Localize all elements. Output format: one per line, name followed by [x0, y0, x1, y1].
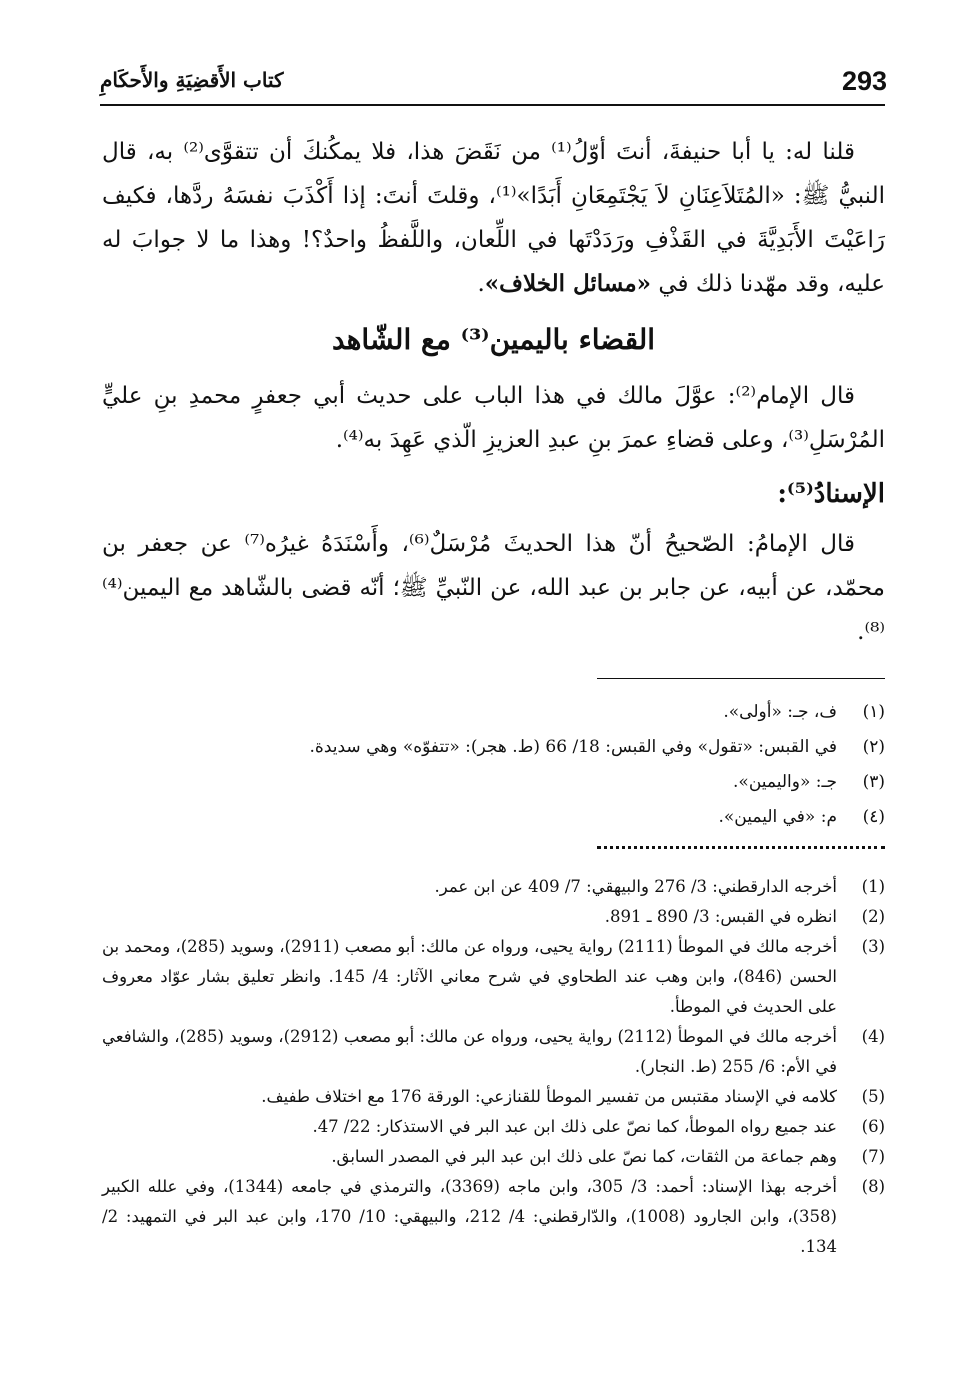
header-rule [100, 104, 885, 106]
source-notes [102, 872, 885, 1262]
page-number: 293 [842, 66, 888, 96]
note-text: عند جميع رواه الموطأ، كما نصّ على ذلك ابن عبد البر في الاستذكار: 22/ 47. [312, 1117, 837, 1136]
note-number: (8) [861, 1177, 885, 1196]
note-number: (6) [861, 1117, 885, 1136]
note-text: وهم جماعة من الثقات، كما نصّ على ذلك ابن عبد البر في المصدر السابق. [331, 1147, 837, 1166]
note-number: (٤) [862, 807, 885, 827]
main-text [102, 130, 885, 654]
variant-note [180, 800, 885, 835]
paragraph-1-end: . [477, 271, 485, 297]
variant-note [180, 730, 885, 765]
source-note [102, 932, 885, 1022]
variant-note [180, 695, 885, 730]
note-number: (٣) [862, 772, 885, 792]
note-text: أخرجه بهذا الإسناد: أحمد: 3/ 305، وابن ماجه (3369)، والترمذي في جامعه (1344)، وفي علله الكبير (358)، وابن الجارود (1008)، والدّارقطني: 4/ 212، والبيهقي: 10/ 170، وابن عبد البر في التمهيد: 2/ 134. [102, 1177, 837, 1256]
footnote-rule [597, 678, 885, 679]
note-number: (5) [861, 1087, 885, 1106]
source-note [102, 1172, 885, 1262]
note-text: م: «في اليمين». [718, 807, 837, 827]
source-note [102, 872, 885, 902]
subheading-isnad: الإسنادُ⁽⁵⁾: [777, 479, 885, 509]
note-number: (2) [861, 907, 885, 926]
section-heading: القضاء باليمين⁽³⁾ مع الشّاهد [331, 323, 656, 356]
note-text: أخرجه الدارقطني: 3/ 276 والبيهقي: 7/ 409 عن ابن عمر. [434, 877, 837, 896]
book-reference: «مسائل الخلاف» [484, 270, 652, 297]
note-text: أخرجه مالك في الموطأ (2111) رواية يحيى، ورواه عن مالك: أبو مصعب (2911)، وسويد (285)، ومحمد بن الحسن (846)، وابن وهب عند الطحاوي في شرح معاني الآثار: 4/ 145. وانظر تعليق بشار عوّاد معروف على الحديث في الموطأ. [102, 937, 838, 1016]
note-text: في القبس: «تقول» وفي القبس: 18/ 66 (ط. هجر): «تتفوّه» وهي سديدة. [309, 737, 837, 757]
note-number: (1) [861, 877, 885, 896]
paragraph-3: قال الإمامُ: الصّحيحُ أنّ هذا الحديثَ مُرْسَلٌ⁽⁶⁾، وأَسْنَدَهُ غيرُه⁽⁷⁾ عن جعفر بن محمّد، عن أبيه، عن جابر بن عبد الله، عن النّبيِّ ﷺ؛ أنّه قضى بالشّاهد مع اليمين⁽⁴⁾⁽⁸⁾. [102, 531, 885, 645]
note-text: كلامه في الإسناد مقتبس من تفسير الموطأ للقنازعي: الورقة 176 مع اختلاف طفيف. [261, 1087, 837, 1106]
variant-note [180, 765, 885, 800]
source-note [102, 1142, 885, 1172]
source-note [102, 1112, 885, 1142]
source-note [102, 1022, 885, 1082]
dotted-separator [597, 846, 885, 849]
page-header [100, 66, 888, 116]
paragraph-2: قال الإمام⁽²⁾: عوَّلَ مالك في هذا الباب على حديث أبي جعفرٍ محمدِ بنِ عليٍّ المُرْسَلِ⁽³⁾، وعلى قضاءِ عمرَ بنِ عبدِ العزيزِ الّذي عَهِدَ به⁽⁴⁾. [102, 383, 885, 453]
note-number: (١) [862, 702, 885, 722]
source-note [102, 902, 885, 932]
source-note [102, 1082, 885, 1112]
note-number: (7) [861, 1147, 885, 1166]
note-text: أخرجه مالك في الموطأ (2112) رواية يحيى، ورواه عن مالك: أبو مصعب (2912)، وسويد (285)، والشافعي في الأم: 6/ 255 (ط. النجار). [102, 1027, 837, 1076]
note-text: جـ: «واليمين». [733, 772, 837, 792]
note-number: (٢) [862, 737, 885, 757]
note-text: ف، جـ: «أولى». [723, 702, 837, 722]
paragraph-1 [102, 130, 885, 306]
note-number: (3) [861, 937, 885, 956]
running-title: كتاب الأَقضِيَةِ والأَحكَامِ [100, 68, 284, 92]
note-number: (4) [861, 1027, 885, 1046]
variant-notes [180, 695, 885, 835]
paragraph-1-text: قلنا له: يا أبا حنيفةَ، أنتَ أوّلُ⁽¹⁾ من نَقَضَ هذا، فلا يمكُنكَ أن تتقوَّى⁽²⁾ به، قال النبيُّ ﷺ: «المُتَلاَعِنَانِ لاَ يَجْتَمِعَانِ أَبَدًا»⁽¹⁾، وقلتَ أنتَ: إذا أَكْذَبَ نفسَهُ ردَّها، فكيف رَاعَيْتَ الأَبَدِيَّةَ في القَذْفِ ورَدَدْتَها في اللِّعان، واللَّفظُ واحدٌ؟! وهذا ما لا جوابَ له عليه، وقد مهّدنا ذلك في [102, 139, 885, 297]
note-text: انظره في القبس: 3/ 890 ـ 891. [604, 907, 837, 926]
